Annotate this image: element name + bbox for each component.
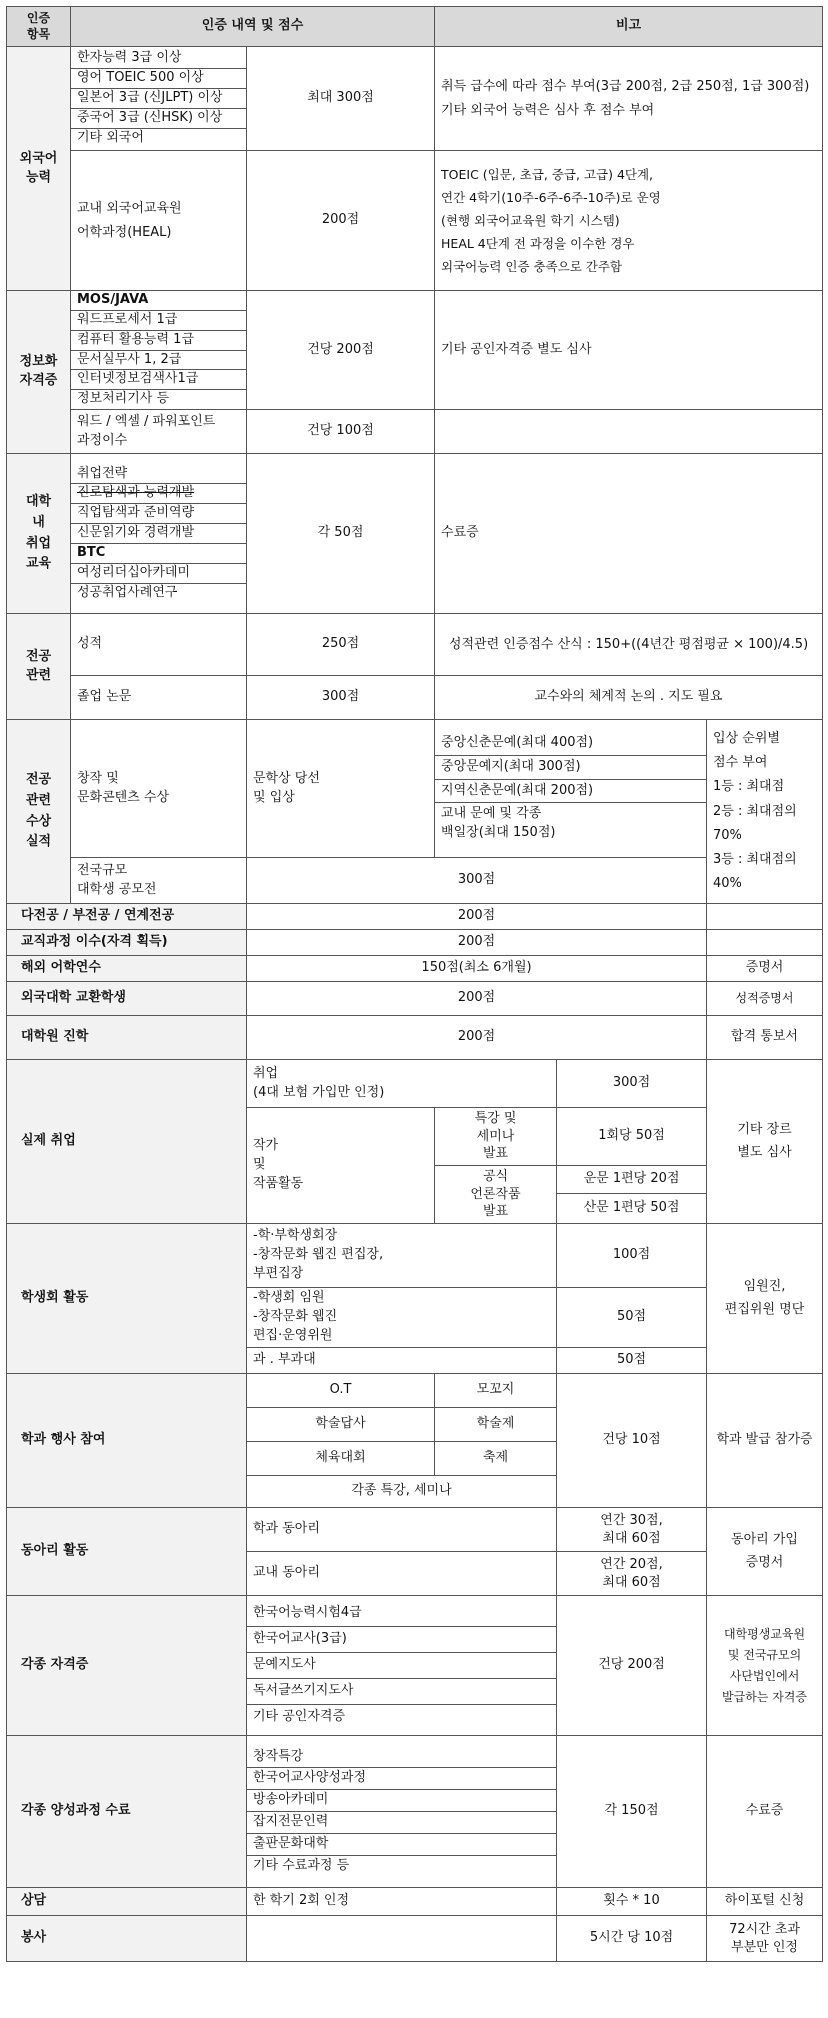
council-remark: 임원진, 편집위원 명단	[707, 1224, 823, 1374]
abroad-label: 해외 어학연수	[7, 956, 247, 982]
foreign-score: 최대 300점	[247, 47, 435, 151]
volunteer-item-empty	[247, 1916, 557, 1962]
prose-score: 산문 1편당 50점	[557, 1194, 707, 1224]
certs-items	[247, 1596, 557, 1736]
grade-score: 250점	[247, 614, 435, 676]
it-item: 인터넷정보검색사1급	[71, 370, 246, 390]
training-items	[247, 1736, 557, 1888]
awards-entry: 중앙문예지(최대 300점)	[435, 756, 706, 780]
club-dept-score: 연간 30점, 최대 60점	[557, 1508, 707, 1552]
job-category: 실제 취업	[7, 1060, 247, 1224]
foreign-category: 외국어 능력	[7, 47, 71, 291]
awards-category: 전공 관련 수상 실적	[7, 720, 71, 904]
certs-score: 건당 200점	[557, 1596, 707, 1736]
cert-item: 독서글쓰기지도사	[247, 1679, 556, 1705]
awards-entry: 지역신춘문예(최대 200점)	[435, 780, 706, 804]
abroad-score: 150점(최소 6개월)	[247, 956, 707, 982]
grade-remark: 성적관련 인증점수 산식 : 150+((4년간 평점평균 × 100)/4.5)	[435, 614, 823, 676]
it-category: 정보화 자격증	[7, 291, 71, 454]
career-category: 대학 내 취업 교육	[7, 454, 71, 614]
contest-item: 전국규모 대학생 공모전	[71, 858, 247, 904]
council-item-1: -학·부학생회장 -창작문화 웹진 편집장, 부편집장	[247, 1224, 557, 1288]
training-item: 방송아카데미	[247, 1790, 556, 1812]
counsel-category: 상담	[7, 1888, 247, 1916]
event-item: O.T	[247, 1374, 435, 1408]
it-remark: 기타 공인자격증 별도 심사	[435, 291, 823, 410]
event-item: 체육대회	[247, 1442, 435, 1476]
certification-table	[6, 6, 823, 1962]
cert-item: 한국어능력시험4급	[247, 1601, 556, 1627]
career-items	[71, 454, 247, 614]
counsel-remark: 하이포털 신청	[707, 1888, 823, 1916]
foreign-item: 일본어 3급 (신JLPT) 이상	[71, 89, 246, 109]
training-item: 잡지전문인력	[247, 1812, 556, 1834]
awards-item: 창작 및 문화콘텐츠 수상	[71, 720, 247, 858]
double-major-score: 200점	[247, 904, 707, 930]
thesis-score: 300점	[247, 676, 435, 720]
cert-item: 문예지도사	[247, 1653, 556, 1679]
exchange-label: 외국대학 교환학생	[7, 982, 247, 1016]
event-extra: 각종 특강, 세미나	[247, 1476, 557, 1508]
foreign-item: 기타 외국어	[77, 129, 144, 145]
event-item: 학술답사	[247, 1408, 435, 1442]
career-item: BTC	[71, 544, 246, 564]
job-remark: 기타 장르 별도 심사	[707, 1060, 823, 1224]
it-item: 정보처리기사 등	[77, 391, 170, 407]
teacher-score: 200점	[247, 930, 707, 956]
foreign-items	[71, 47, 247, 151]
double-major-label: 다전공 / 부전공 / 연계전공	[7, 904, 247, 930]
training-score: 각 150점	[557, 1736, 707, 1888]
events-score: 건당 10점	[557, 1374, 707, 1508]
heal-score: 200점	[247, 151, 435, 291]
council-score-3: 50점	[557, 1348, 707, 1374]
career-item: 신문읽기와 경력개발	[71, 524, 246, 544]
office-item: 워드 / 엑셀 / 파워포인트 과정이수	[71, 410, 247, 454]
foreign-item: 중국어 3급 (신HSK) 이상	[71, 109, 246, 129]
volunteer-remark: 72시간 초과 부분만 인정	[707, 1916, 823, 1962]
awards-remark: 입상 순위별 점수 부여 1등 : 최대점 2등 : 최대점의 70% 3등 : 최대점의 40%	[707, 720, 823, 904]
training-category: 각종 양성과정 수료	[7, 1736, 247, 1888]
header-details: 인증 내역 및 점수	[71, 7, 435, 47]
career-item: 여성리더십아카데미	[71, 564, 246, 584]
events-category: 학과 행사 참여	[7, 1374, 247, 1508]
foreign-remark: 취득 급수에 따라 점수 부여(3급 200점, 2급 250점, 1급 300점) 기타 외국어 능력은 심사 후 점수 부여	[435, 47, 823, 151]
event-item: 모꼬지	[435, 1374, 557, 1408]
council-item-3: 과 . 부과대	[247, 1348, 557, 1374]
it-item: 워드프로세서 1급	[71, 311, 246, 331]
grad-remark: 합격 통보서	[707, 1016, 823, 1060]
employ-score: 300점	[557, 1060, 707, 1108]
event-item: 축제	[435, 1442, 557, 1476]
awards-entries	[435, 720, 707, 858]
seminar-score: 1회당 50점	[557, 1108, 707, 1166]
career-item: 진로탐색과 능력개발	[71, 484, 246, 504]
thesis-item: 졸업 논문	[71, 676, 247, 720]
it-item: 컴퓨터 활용능력 1급	[71, 331, 246, 351]
grad-score: 200점	[247, 1016, 707, 1060]
exchange-remark: 성적증명서	[707, 982, 823, 1016]
foreign-item: 영어 TOEIC 500 이상	[71, 69, 246, 89]
training-item: 출판문화대학	[247, 1834, 556, 1856]
employ-item: 취업 (4대 보험 가입만 인정)	[247, 1060, 557, 1108]
council-score-2: 50점	[557, 1288, 707, 1348]
training-item: 기타 수료과정 등	[253, 1857, 350, 1873]
contest-score: 300점	[247, 858, 707, 904]
double-major-remark-empty	[707, 904, 823, 930]
header-remarks: 비고	[435, 7, 823, 47]
training-remark: 수료증	[707, 1736, 823, 1888]
it-item: MOS/JAVA	[71, 291, 246, 311]
certs-remark: 대학평생교육원 및 전국규모의 사단법인에서 발급하는 자격증	[707, 1596, 823, 1736]
office-score: 건당 100점	[247, 410, 435, 454]
awards-entry: 중앙신춘문예(최대 400점)	[435, 732, 706, 756]
certs-category: 각종 자격증	[7, 1596, 247, 1736]
grad-label: 대학원 진학	[7, 1016, 247, 1060]
council-item-2: -학생회 임원 -창작문화 웹진 편집·운영위원	[247, 1288, 557, 1348]
events-remark: 학과 발급 참가증	[707, 1374, 823, 1508]
seminar-item: 특강 및 세미나 발표	[435, 1108, 557, 1166]
club-remark: 동아리 가입 증명서	[707, 1508, 823, 1596]
it-items	[71, 291, 247, 410]
event-item: 학술제	[435, 1408, 557, 1442]
publish-item: 공식 언론작품 발표	[435, 1166, 557, 1224]
training-item: 한국어교사양성과정	[247, 1768, 556, 1790]
volunteer-category: 봉사	[7, 1916, 247, 1962]
verse-score: 운문 1편당 20점	[557, 1166, 707, 1194]
career-item: 성공취업사례연구	[77, 584, 178, 600]
teacher-remark-empty	[707, 930, 823, 956]
cert-item: 한국어교사(3급)	[247, 1627, 556, 1653]
training-item: 창작특강	[247, 1747, 556, 1769]
counsel-item: 한 학기 2회 인정	[247, 1888, 557, 1916]
club-school-score: 연간 20점, 최대 60점	[557, 1552, 707, 1596]
exchange-score: 200점	[247, 982, 707, 1016]
it-item: 문서실무사 1, 2급	[71, 351, 246, 371]
heal-item: 교내 외국어교육원 어학과정(HEAL)	[71, 151, 247, 291]
council-category: 학생회 활동	[7, 1224, 247, 1374]
counsel-score: 횟수 * 10	[557, 1888, 707, 1916]
awards-entry: 교내 문예 및 각종 백일장(최대 150점)	[441, 806, 556, 841]
major-category: 전공 관련	[7, 614, 71, 720]
club-dept: 학과 동아리	[247, 1508, 557, 1552]
abroad-remark: 증명서	[707, 956, 823, 982]
awards-sub: 문학상 당선 및 입상	[247, 720, 435, 858]
club-category: 동아리 활동	[7, 1508, 247, 1596]
career-item: 직업탐색과 준비역량	[71, 504, 246, 524]
volunteer-score: 5시간 당 10점	[557, 1916, 707, 1962]
foreign-item: 한자능력 3급 이상	[71, 49, 246, 69]
teacher-label: 교직과정 이수(자격 획득)	[7, 930, 247, 956]
career-score: 각 50점	[247, 454, 435, 614]
council-score-1: 100점	[557, 1224, 707, 1288]
cert-item: 기타 공인자격증	[253, 1708, 346, 1724]
office-remark-empty	[435, 410, 823, 454]
grade-item: 성적	[71, 614, 247, 676]
heal-remark: TOEIC (입문, 초급, 중급, 고급) 4단계, 연간 4학기(10주-6주-6주-10주)로 운영 (현행 외국어교육원 학기 시스템) HEAL 4단계 전 과정을 이수한 경우 외국어능력 인증 충족으로 간주함	[435, 151, 823, 291]
it-score: 건당 200점	[247, 291, 435, 410]
thesis-remark: 교수와의 체계적 논의 . 지도 필요	[435, 676, 823, 720]
header-category: 인증 항목	[7, 7, 71, 47]
career-item: 취업전략	[71, 465, 246, 485]
writer-item: 작가 및 작품활동	[247, 1108, 435, 1224]
career-remark: 수료증	[435, 454, 823, 614]
club-school: 교내 동아리	[247, 1552, 557, 1596]
